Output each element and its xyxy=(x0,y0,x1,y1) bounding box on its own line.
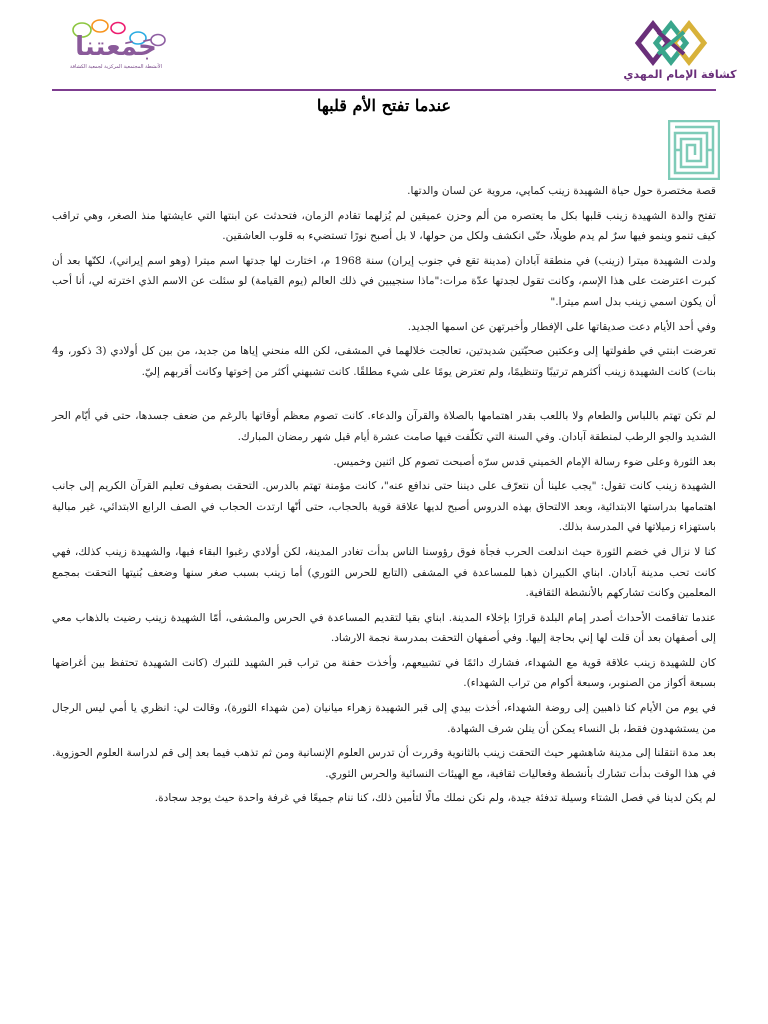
jamaatna-tagline: الأنشطة المجتمعية المركزية لجمعية الكشافة xyxy=(69,64,162,70)
imam-mahdi-scouts-logo xyxy=(620,18,740,88)
page-title: عندما تفتح الأم قلبها xyxy=(316,96,452,115)
paragraph-fasting: بعد الثورة وعلى ضوء رسالة الإمام الخميني قدس سرّه أصبحت تصوم كل اثنين وخميس. xyxy=(333,455,716,468)
paragraph-birth: ولدت الشهيدة ميترا (زينب) في منطقة آبادان (مدينة تقع في جنوب إيران) سنة 1968 م، اختارت لها جدتها اسم ميترا (وهو اسم إيراني)، لكنّها بعد أن كبرت اعترضت على هذا الإسم، وكانت تقول لجدتها عدّة مرات:"ماذا سنجيبين في ذلك العالم (يوم القيامة) لو سئلت عن الاسم الذي اخترته لي، أنا أحب أن يكون اسمي زينب بدل اسم ميترا." xyxy=(52,254,716,308)
paragraph-new-name: وفي أحد الأيام دعت صديقاتها على الإفطار وأخبرتهن عن اسمها الجديد. xyxy=(407,320,716,333)
header-divider xyxy=(52,89,716,91)
paragraph-shahshahr: بعد مدة انتقلنا إلى مدينة شاهشهر حيث التحقت زينب بالثانوية وقررت أن تدرس العلوم الإنسانية ومن ثم تذهب فيما بعد إلى قم لدراسة العلوم الحوزوية. في هذا الوقت بدأت تشارك بأنشطة وفعاليات ثقافية، مع الهيئات النسائية والحرس الثوري. xyxy=(52,747,716,780)
paragraph-childhood: تعرضت ابنتي في طفولتها إلى وعكتين صحيّتين شديدتين، تعالجت خلالهما في المشفى، لكن الله منحني إياها من جديد، من بين كل أولادي (3 ذكور، و4 بنات) كانت الشهيدة زينب أكثرهم ترتيبًا وتنظيمًا، ولم تعترض يومًا على شيء مطلقًا. كانت تشبهني أكثر من إخوتها وكانت أقربهم إليّ. xyxy=(52,345,717,378)
story-body xyxy=(52,181,716,813)
paragraph-intro: قصة مختصرة حول حياة الشهيدة زينب كمايي، مروية عن لسان والدتها. xyxy=(407,185,716,197)
paragraph-martyrs: كان للشهيدة زينب علاقة قوية مع الشهداء، فشارك دائمًا في تشييعهم، وأخذت حفنة من تراب قبر الشهيد للتبرك (كانت الشهيدة تحتفظ بين أغراضها بسبعة أكواز من الصنوبر، وسبعة أكوام من تراب الشهداء). xyxy=(52,656,716,690)
header xyxy=(0,0,768,92)
scouts-name: كشافة الإمام المهدي xyxy=(623,68,737,81)
jamaatna-wordmark: جَمَعتنا xyxy=(75,32,157,62)
paragraph-worship: لم تكن تهتم باللباس والطعام ولا باللعب بقدر اهتمامها بالصلاة والقرآن والدعاء. كانت تصوم معظم أوقاتها بالرغم من ضعف جسدها، حتى في أيّام الحر الشديد والجو الرطب لمنطقة آبادان. وفي السنة التي تكلّفت فيها صامت عشرة أيام قبل شهر رمضان المبارك. xyxy=(52,410,716,443)
kufic-calligraphy-icon xyxy=(668,120,720,180)
paragraph-cemetery: في يوم من الأيام كنا ذاهبين إلى روضة الشهداء، أخذت بيدي إلى قبر الشهيدة زهراء ميانيان (من شهداء الثورة)، وقالت لي: انظري يا أمي ليس الرجال من يستشهدون فقط، بل النساء يمكن أن ينلن شرف الشهادة. xyxy=(52,702,716,735)
paragraph-mother: تفتح والدة الشهيدة زينب قلبها بكل ما يعتصره من ألم وحزن عميقين لم يُزلهما تقادم الزمان، فتحدثت عن ابنتها التي عايشتها منذ الصغر، وهي تراقب كيف تنمو وينمو فيها سرٌ لم يدم طويلًا، حتّى انكشف ولكل من حولها، لا بل أصبح نورًا تستضيء به قلوب العاشقين. xyxy=(52,209,716,243)
paragraph-evacuation: عندما تفاقمت الأحداث أصدر إمام البلدة قرارًا بإخلاء المدينة. ابناي بقيا لتقديم المساعدة في الحرس والمشفى، أمّا الشهيدة زينب رضيت بالذهاب معي إلى أصفهان بعد أن قلت لها إني بحاجة إليها. وفي أصفهان التحقت بمدرسة نجمة الارشاد. xyxy=(52,611,716,645)
paragraph-faith: الشهيدة زينب كانت تقول: "يجب علينا أن نتعرّف على ديننا حتى ندافع عنه"، كانت مؤمنة تهتم بالدرس. التحقت بصفوف تعليم القرآن الكريم إلى جانب اهتمامها بدراستها الابتدائية، وبعد الالتحاق بهذه الدروس أصبح لديها علاقة قوية بالحجاب، حتى أنّها ارتدت الحجاب في الصف الرابع الابتدائي، غير مبالية باستهزاء زميلاتها في المدرسة بذلك. xyxy=(52,480,716,534)
scout-emblem-icon xyxy=(628,18,714,68)
paragraph-war: كنا لا نزال في خضم الثورة حيث اندلعت الحرب فجأة فوق رؤوسنا الناس بدأت تغادر المدينة، لكن أولادي رغبوا البقاء فيها، والشهيدة زينب كذلك، فهي كانت تحب مدينة آبادان. ابناي الكبيران ذهبا للمساعدة في المشفى (التابع للحرس الثوري) أما زينب بسبب صغر سنها وضعف بُنيتها التحقت بمجمع المعلمين وكانت تشاركهم بالأنشطة الثقافية. xyxy=(52,545,716,600)
jamaatna-logo xyxy=(66,18,176,78)
paragraph-winter: لم يكن لدينا في فصل الشتاء وسيلة تدفئة جيدة، ولم نكن نملك مالًا لتأمين ذلك، كنا ننام جميعًا في غرفة واحدة حيث يوجد سجادة. xyxy=(154,792,716,805)
